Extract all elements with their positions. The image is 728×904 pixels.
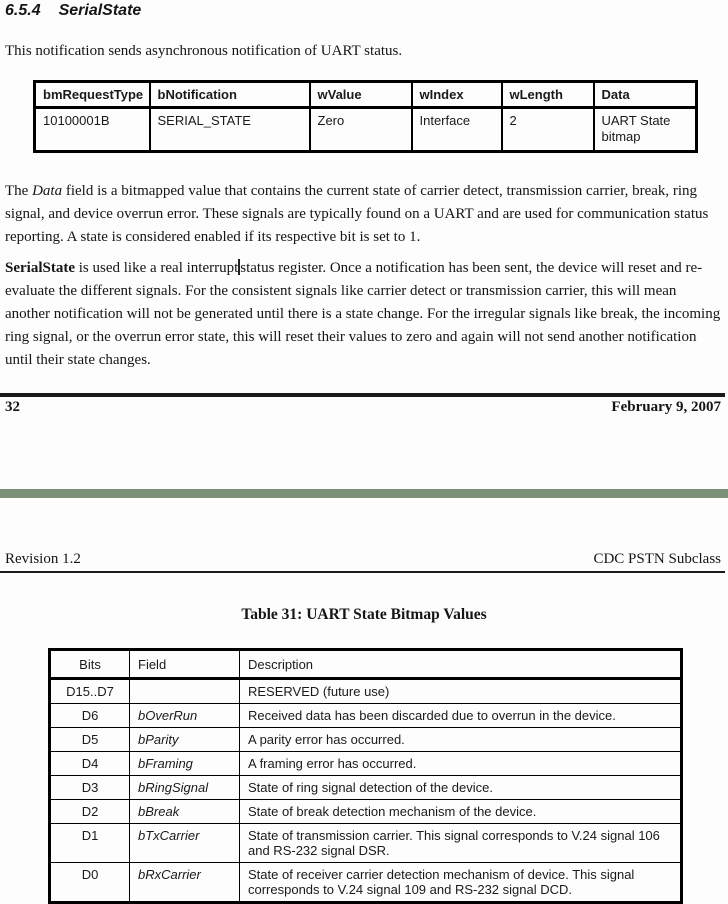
- cell-bits: D0: [50, 863, 130, 903]
- col-header-description: Description: [240, 650, 682, 679]
- table-row: [50, 679, 682, 704]
- cell-wvalue: Zero: [310, 108, 412, 152]
- cell-data: UART State bitmap: [594, 108, 697, 152]
- page-break-divider: [0, 489, 728, 498]
- table-row: [50, 863, 682, 903]
- cell-description: A framing error has occurred.: [240, 752, 682, 776]
- table-row: [50, 704, 682, 728]
- cell-field: [130, 679, 240, 704]
- page-header: [5, 551, 721, 568]
- cell-field: bRingSignal: [130, 776, 240, 800]
- cell-bits: D5: [50, 728, 130, 752]
- data-field-paragraph: [5, 180, 724, 249]
- page-footer: [5, 399, 721, 416]
- cell-bits: D4: [50, 752, 130, 776]
- table-row: [50, 824, 682, 863]
- data-field-emphasis: Data: [32, 183, 63, 199]
- serialstate-after-caret: status register. Once a notification has been sent, the device will reset and re-evaluate the different signals. For the consistent signals like carrier detect or transmission carrier, this will mean another notification will not be generated until there is a state change. For the irregular signals like break, the incoming ring signal, or the overrun error state, this will reset their values to zero and again will not send another notification until their state changes.: [5, 260, 721, 368]
- cell-description: State of receiver carrier detection mechanism of device. This signal corresponds to V.24 signal 109 and RS-232 signal DCD.: [240, 863, 682, 903]
- col-header-wlength: wLength: [502, 82, 594, 108]
- cell-wlength: 2: [502, 108, 594, 152]
- col-header-bmrequesttype: bmRequestType: [35, 82, 150, 108]
- uart-state-bitmap-table: [48, 648, 683, 904]
- cell-bmrequesttype: 10100001B: [35, 108, 150, 152]
- cell-bits: D2: [50, 800, 130, 824]
- cell-field: bParity: [130, 728, 240, 752]
- col-header-wvalue: wValue: [310, 82, 412, 108]
- table-row: [50, 728, 682, 752]
- col-header-windex: wIndex: [412, 82, 502, 108]
- section-number: 6.5.4: [5, 2, 41, 19]
- subclass-label: CDC PSTN Subclass: [593, 551, 721, 567]
- cell-description: Received data has been discarded due to overrun in the device.: [240, 704, 682, 728]
- cell-description: A parity error has occurred.: [240, 728, 682, 752]
- cell-description: State of ring signal detection of the device.: [240, 776, 682, 800]
- cell-bits: D1: [50, 824, 130, 863]
- data-field-pre: The: [5, 183, 33, 199]
- data-field-post: field is a bitmapped value that contains the current state of carrier detect, transmission carrier, break, ring signal, and device overrun error. These signals are typically found on a UART and are used for communication status reporting. A state is considered enabled if its respective bit is set to 1.: [5, 183, 709, 245]
- table-row: [50, 776, 682, 800]
- section-title: SerialState: [58, 2, 142, 19]
- footer-rule: [0, 393, 725, 397]
- table31-title: Table 31: UART State Bitmap Values: [241, 606, 487, 623]
- table-row: [50, 752, 682, 776]
- cell-bits: D15..D7: [50, 679, 130, 704]
- col-header-bnotification: bNotification: [150, 82, 310, 108]
- bitmap-table-header-row: [50, 650, 682, 679]
- serialstate-bold: SerialState: [5, 260, 75, 276]
- serialstate-paragraph: [5, 257, 724, 372]
- cell-field: bTxCarrier: [130, 824, 240, 863]
- section-heading: [5, 2, 141, 20]
- col-header-field: Field: [130, 650, 240, 679]
- cell-field: bBreak: [130, 800, 240, 824]
- cell-description: State of transmission carrier. This signal corresponds to V.24 signal 106 and RS-232 signal DSR.: [240, 824, 682, 863]
- col-header-data: Data: [594, 82, 697, 108]
- cell-windex: Interface: [412, 108, 502, 152]
- cell-bits: D3: [50, 776, 130, 800]
- notification-table-header-row: [35, 82, 697, 108]
- col-header-bits: Bits: [50, 650, 130, 679]
- cell-bnotification: SERIAL_STATE: [150, 108, 310, 152]
- notification-table-row: [35, 108, 697, 152]
- page-number: 32: [5, 399, 20, 415]
- cell-field: bOverRun: [130, 704, 240, 728]
- table-row: [50, 800, 682, 824]
- cell-description: RESERVED (future use): [240, 679, 682, 704]
- cell-description: State of break detection mechanism of the device.: [240, 800, 682, 824]
- revision-label: Revision 1.2: [5, 551, 81, 567]
- serialstate-before-caret: is used like a real interrupt: [74, 260, 239, 276]
- header-rule: [0, 571, 725, 573]
- cell-field: bRxCarrier: [130, 863, 240, 903]
- cell-bits: D6: [50, 704, 130, 728]
- intro-paragraph: This notification sends asynchronous notification of UART status.: [5, 43, 403, 59]
- cell-field: bFraming: [130, 752, 240, 776]
- notification-table: [33, 80, 698, 153]
- footer-date: February 9, 2007: [611, 399, 721, 415]
